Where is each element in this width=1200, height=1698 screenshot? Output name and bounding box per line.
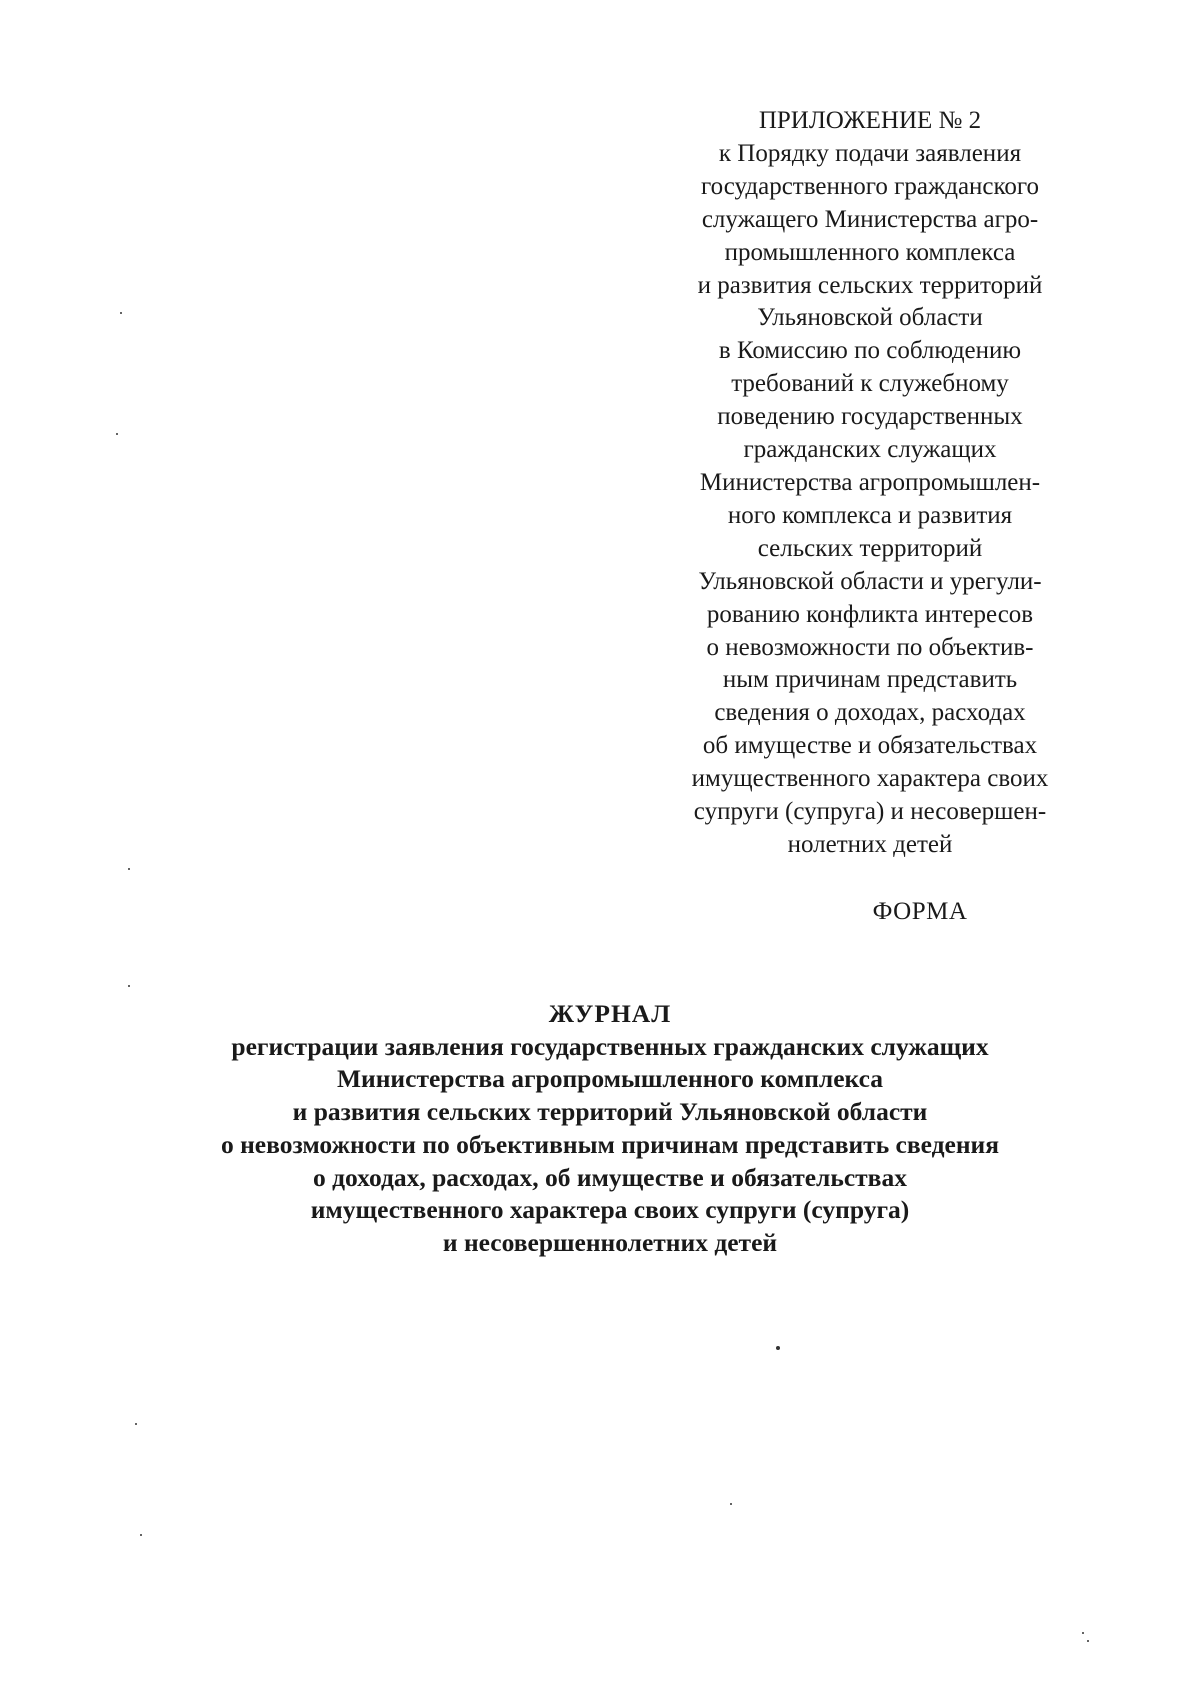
journal-line: о невозможности по объективным причинам представить сведения: [220, 1129, 1000, 1159]
scan-speck: [776, 1346, 780, 1350]
appendix-line: сельских территорий: [757, 534, 983, 562]
journal-line: Министерства агропромышленного комплекса: [336, 1064, 883, 1094]
appendix-line: требований к служебному: [731, 370, 1009, 398]
appendix-line: рованию конфликта интересов: [706, 600, 1034, 628]
journal-line: имущественного характера своих супруги (супруга): [310, 1195, 910, 1225]
appendix-line: ного комплекса и развития: [727, 501, 1013, 529]
appendix-line: супруги (супруга) и несовершен-: [693, 798, 1047, 826]
appendix-line: Министерства агропромышлен-: [699, 468, 1041, 496]
scan-speck: [116, 433, 118, 435]
appendix-line: об имуществе и обязательствах: [702, 732, 1038, 760]
journal-title: ЖУРНАЛ: [548, 999, 672, 1028]
appendix-line: государственного гражданского: [700, 172, 1040, 200]
journal-line: регистрации заявления государственных гражданских служащих: [231, 1031, 989, 1061]
scan-speck: [140, 1534, 142, 1536]
appendix-line: о невозможности по объектив-: [706, 633, 1034, 661]
appendix-line: служащего Министерства агро-: [701, 205, 1039, 233]
scan-speck: [135, 1423, 137, 1425]
appendix-line: к Порядку подачи заявления: [718, 139, 1022, 167]
appendix-line: в Комиссию по соблюдению: [718, 337, 1022, 365]
appendix-line: Ульяновской области: [757, 304, 983, 332]
appendix-line: промышленного комплекса: [724, 238, 1016, 266]
scan-speck: [1087, 1640, 1089, 1642]
journal-heading: [0, 998, 1200, 1260]
appendix-line: гражданских служащих: [743, 436, 997, 464]
journal-line: и несовершеннолетних детей: [442, 1227, 778, 1257]
scan-speck: [120, 312, 122, 314]
appendix-line: нолетних детей: [787, 830, 953, 858]
appendix-line: и развития сельских территорий: [697, 271, 1043, 299]
form-label: ФОРМА: [872, 898, 968, 925]
scan-speck: [1082, 1632, 1084, 1634]
scan-speck: [730, 1503, 732, 1505]
appendix-line: поведению государственных: [717, 403, 1023, 431]
appendix-line: имущественного характера своих: [691, 765, 1049, 793]
appendix-line: ным причинам представить: [722, 666, 1018, 694]
journal-line: о доходах, расходах, об имуществе и обязательствах: [313, 1162, 907, 1192]
appendix-line: Ульяновской области и урегули-: [698, 567, 1042, 595]
appendix-block: [630, 105, 1110, 862]
scan-speck: [128, 868, 130, 870]
journal-line: и развития сельских территорий Ульяновской области: [292, 1097, 928, 1127]
appendix-title: ПРИЛОЖЕНИЕ № 2: [758, 107, 982, 134]
scan-speck: [128, 985, 130, 987]
appendix-line: сведения о доходах, расходах: [714, 699, 1026, 727]
